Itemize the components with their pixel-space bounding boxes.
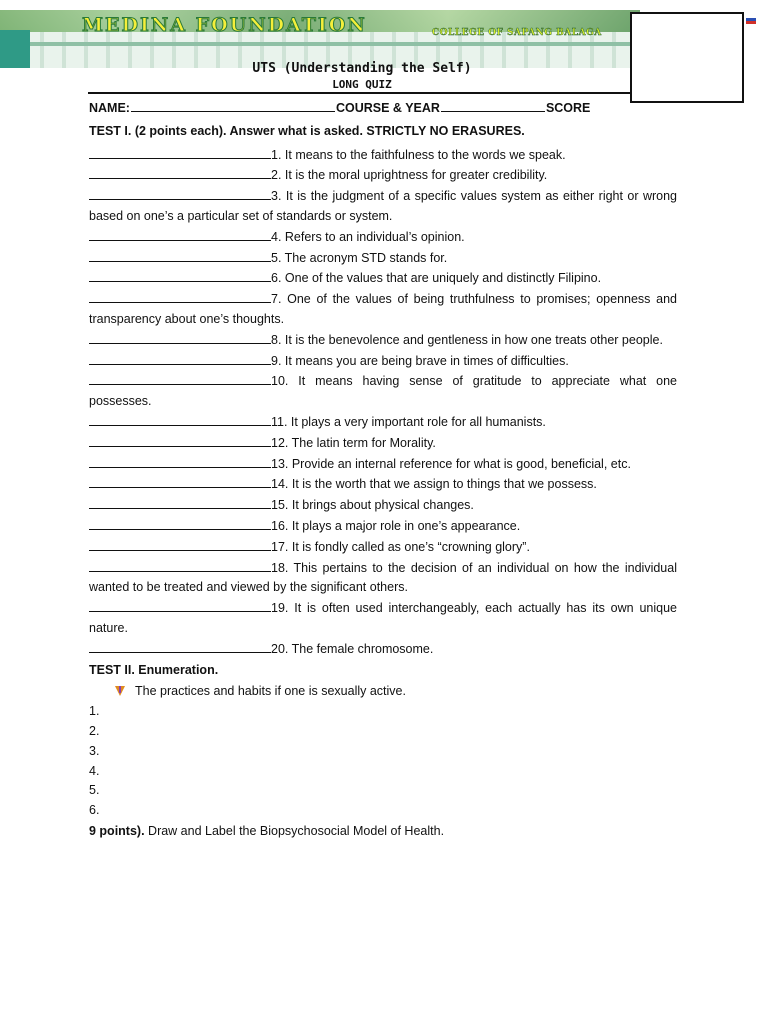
question-item	[89, 227, 677, 248]
question-item	[89, 474, 677, 495]
test3-points: 9 points).	[89, 823, 145, 838]
document-title: UTS (Understanding the Self)	[252, 61, 472, 76]
score-label: SCORE	[545, 101, 591, 115]
enumeration-item: 6.	[89, 803, 100, 818]
question-text: 19. It is often used interchangeably, each actually has its own unique nature.	[89, 601, 677, 635]
question-item	[89, 268, 677, 289]
answer-blank[interactable]	[89, 433, 271, 447]
question-item	[89, 412, 677, 433]
answer-blank[interactable]	[89, 248, 271, 262]
course-field[interactable]	[441, 99, 545, 112]
question-item	[89, 558, 677, 599]
question-text: 12. The latin term for Morality.	[271, 435, 436, 450]
answer-blank[interactable]	[89, 558, 271, 572]
answer-blank[interactable]	[89, 330, 271, 344]
name-label: NAME:	[89, 101, 130, 115]
answer-blank[interactable]	[89, 639, 271, 653]
arrow-bullet-icon	[115, 686, 125, 696]
answer-blank[interactable]	[89, 516, 271, 530]
answer-blank[interactable]	[89, 289, 271, 303]
answer-blank[interactable]	[89, 371, 271, 385]
question-text: 10. It means having sense of gratitude to appreciate what one possesses.	[89, 374, 677, 409]
question-text: 20. The female chromosome.	[271, 641, 434, 656]
question-item	[89, 433, 677, 454]
answer-blank[interactable]	[89, 268, 271, 282]
school-banner	[0, 10, 640, 68]
answer-blank[interactable]	[89, 351, 271, 365]
question-item	[89, 639, 677, 660]
school-name: MEDINA FOUNDATION	[82, 14, 367, 36]
question-item	[89, 371, 677, 412]
answer-blank[interactable]	[89, 412, 271, 426]
question-text: 14. It is the worth that we assign to things that we possess.	[271, 477, 597, 492]
test2-prompt: The practices and habits if one is sexually active.	[135, 684, 406, 699]
question-text: 17. It is fondly called as one’s “crowning glory”.	[271, 539, 530, 554]
answer-blank[interactable]	[89, 227, 271, 241]
answer-blank[interactable]	[89, 145, 271, 159]
question-text: 13. Provide an internal reference for what is good, beneficial, etc.	[271, 456, 631, 471]
test2-prompt-row	[115, 682, 677, 702]
quiz-body	[89, 99, 677, 842]
enumeration-item: 4.	[89, 763, 100, 778]
enumeration-list	[89, 702, 677, 821]
question-item	[89, 330, 677, 351]
question-text: 1. It means to the faithfulness to the words we speak.	[271, 147, 566, 162]
answer-blank[interactable]	[89, 186, 271, 200]
enumeration-item: 5.	[89, 783, 100, 798]
document-subtitle: LONG QUIZ	[332, 78, 392, 91]
test3-instruction: Draw and Label the Biopsychosocial Model of Health.	[144, 823, 445, 838]
test3-line	[89, 822, 677, 842]
student-info-line	[89, 99, 677, 119]
test1-heading: TEST I. (2 points each). Answer what is asked. STRICTLY NO ERASURES.	[89, 123, 525, 138]
header-divider	[88, 92, 630, 94]
answer-blank[interactable]	[89, 537, 271, 551]
question-item	[89, 145, 677, 166]
question-text: 9. It means you are being brave in times of difficulties.	[271, 353, 569, 368]
enumeration-item: 1.	[89, 704, 100, 719]
enumeration-item: 2.	[89, 723, 100, 738]
question-text: 16. It plays a major role in one’s appearance.	[271, 518, 521, 533]
question-item	[89, 186, 677, 227]
question-item	[89, 165, 677, 186]
question-text: 5. The acronym STD stands for.	[271, 250, 448, 265]
question-item	[89, 537, 677, 558]
answer-blank[interactable]	[89, 454, 271, 468]
enumeration-item: 3.	[89, 743, 100, 758]
question-item	[89, 248, 677, 269]
question-item	[89, 351, 677, 372]
answer-blank[interactable]	[89, 165, 271, 179]
question-item	[89, 289, 677, 330]
question-text: 8. It is the benevolence and gentleness in how one treats other people.	[271, 332, 663, 347]
answer-blank[interactable]	[89, 495, 271, 509]
answer-blank[interactable]	[89, 474, 271, 488]
question-item	[89, 454, 677, 475]
question-text: 4. Refers to an individual’s opinion.	[271, 229, 465, 244]
answer-blank[interactable]	[89, 598, 271, 612]
test2-heading: TEST II. Enumeration.	[89, 662, 219, 677]
question-text: 15. It brings about physical changes.	[271, 498, 474, 513]
question-item	[89, 598, 677, 639]
question-text: 3. It is the judgment of a specific values system as either right or wrong based on one’s a particular set of standards or system.	[89, 189, 677, 223]
school-subtitle: COLLEGE OF SAPANG BALAGA	[432, 28, 602, 38]
question-text: 6. One of the values that are uniquely and distinctly Filipino.	[271, 271, 602, 286]
question-text: 2. It is the moral uprightness for greater credibility.	[271, 168, 548, 183]
course-label: COURSE & YEAR	[335, 101, 440, 115]
question-item	[89, 516, 677, 537]
question-item	[89, 495, 677, 516]
test1-items	[89, 145, 677, 660]
question-text: 18. This pertains to the decision of an individual on how the individual wanted to be treated and viewed by the significant others.	[89, 560, 677, 595]
question-text: 11. It plays a very important role for all humanists.	[271, 414, 546, 429]
flag-icon	[746, 18, 756, 24]
name-field[interactable]	[131, 99, 335, 112]
question-text: 7. One of the values of being truthfulness to promises; openness and transparency about one’s thoughts.	[89, 292, 677, 326]
